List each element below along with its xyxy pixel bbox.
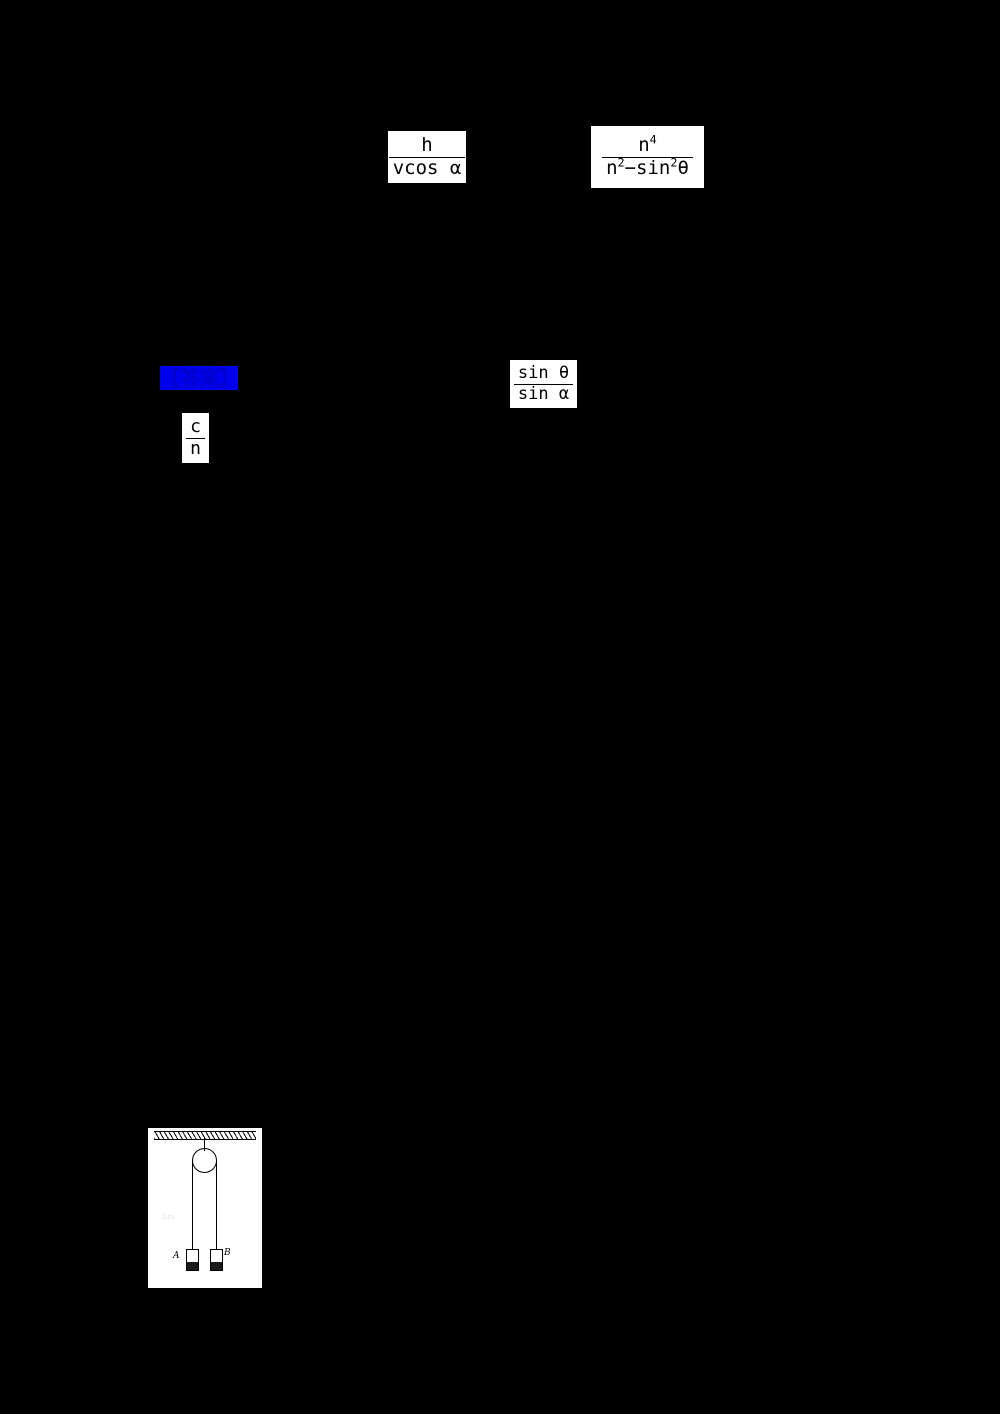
figure-faint-text: lim: [162, 1212, 175, 1221]
fraction-numerator: sin θ: [517, 362, 570, 383]
formula-sin-theta-over-sin-alpha: [510, 360, 577, 408]
ceiling-hatching: [154, 1131, 256, 1140]
numerator-base: n: [638, 133, 650, 156]
block-b: [210, 1249, 223, 1271]
fraction-numerator: c: [190, 415, 201, 437]
fraction: [184, 415, 207, 459]
rope-right: [216, 1160, 217, 1252]
denominator-term-2-exponent: 2: [670, 155, 678, 170]
block-b-shading: [211, 1262, 222, 1270]
fraction: [600, 132, 695, 179]
block-a-label: A: [173, 1251, 180, 1261]
denominator-term-1: n: [606, 156, 618, 179]
block-a-shading: [187, 1262, 198, 1270]
formula-n4-over-n2-minus-sin2-theta: [591, 126, 704, 188]
answer-heading: 【答案】: [161, 366, 237, 390]
pulley-wheel-icon: [192, 1148, 217, 1173]
denominator-term-2: −sin: [624, 156, 671, 179]
denominator-term-3: θ: [677, 156, 689, 179]
block-b-label: B: [224, 1248, 231, 1258]
block-a: [186, 1249, 199, 1271]
fraction-numerator: h: [421, 133, 433, 156]
fraction-denominator: n: [190, 437, 201, 459]
fraction-denominator: sin α: [517, 383, 570, 404]
rope-left: [192, 1160, 193, 1252]
fraction-denominator: [602, 155, 693, 179]
formula-h-over-vcos-alpha: [388, 131, 466, 183]
denominator-term-1-exponent: 2: [617, 155, 625, 170]
fraction-denominator: vcos α: [392, 156, 462, 179]
formula-c-over-n: [182, 413, 209, 463]
pulley-diagram: [148, 1128, 262, 1288]
numerator-exponent: 4: [649, 132, 657, 147]
fraction: [387, 133, 468, 179]
fraction: [512, 362, 575, 404]
fraction-numerator: [634, 132, 661, 157]
